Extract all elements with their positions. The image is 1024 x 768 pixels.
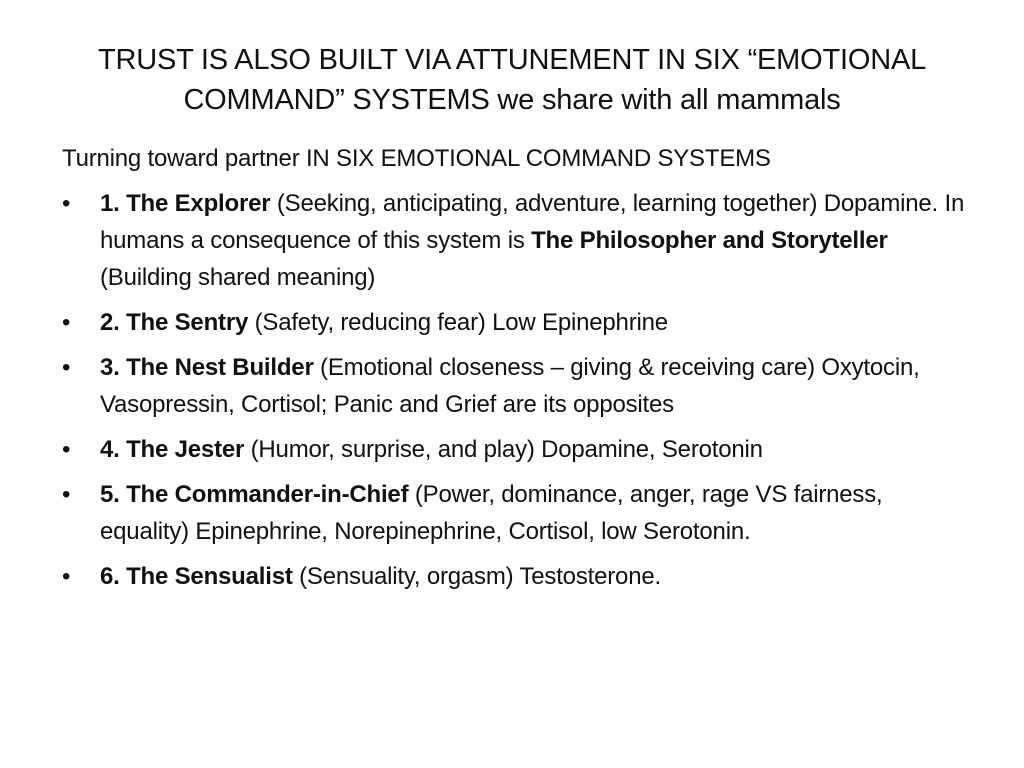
- system-name: 3. The Nest Builder: [100, 354, 314, 381]
- bullet-icon: •: [62, 190, 71, 217]
- title-line-2: COMMAND” SYSTEMS we share with all mammals: [183, 84, 841, 116]
- bullet-icon: •: [62, 354, 71, 381]
- bullet-icon: •: [62, 309, 71, 336]
- system-name: 4. The Jester: [100, 436, 245, 463]
- system-subdescription: (Building shared meaning): [100, 264, 376, 291]
- intro-text: Turning toward partner IN SIX EMOTIONAL COMMAND SYSTEMS: [62, 145, 771, 172]
- list-item: [62, 185, 972, 296]
- bullet-icon: •: [62, 563, 71, 590]
- system-description: (Emotional closeness – giving & receiving care) Oxytocin, Vasopressin, Cortisol; Panic and Grief are its opposites: [100, 354, 920, 418]
- system-subname: The Philosopher and Storyteller: [531, 227, 888, 254]
- title-line-1: TRUST IS ALSO BUILT VIA ATTUNEMENT IN SIX “EMOTIONAL: [97, 44, 927, 76]
- list-item: [62, 476, 972, 550]
- system-name: 5. The Commander-in-Chief: [100, 481, 409, 508]
- system-name: 1. The Explorer: [100, 190, 271, 217]
- system-name: 2. The Sentry: [100, 309, 249, 336]
- list-item: [62, 431, 972, 468]
- system-description: (Sensuality, orgasm) Testosterone.: [292, 563, 661, 590]
- bullet-icon: •: [62, 481, 71, 508]
- system-name: 6. The Sensualist: [100, 563, 293, 590]
- system-description: (Humor, surprise, and play) Dopamine, Serotonin: [244, 436, 763, 463]
- slide-title: [40, 40, 984, 120]
- bullet-list: [62, 185, 972, 595]
- system-description: (Safety, reducing fear) Low Epinephrine: [248, 309, 668, 336]
- list-item: [62, 349, 972, 423]
- bullet-icon: •: [62, 436, 71, 463]
- list-item: [62, 304, 972, 341]
- list-item: [62, 558, 972, 595]
- slide-body: [62, 140, 972, 603]
- system-description: (Seeking, anticipating, adventure, learning together) Dopamine. In humans a consequence of this system is: [100, 190, 965, 254]
- system-description: (Power, dominance, anger, rage VS fairness, equality) Epinephrine, Norepinephrine, Cortisol, low Serotonin.: [100, 481, 883, 545]
